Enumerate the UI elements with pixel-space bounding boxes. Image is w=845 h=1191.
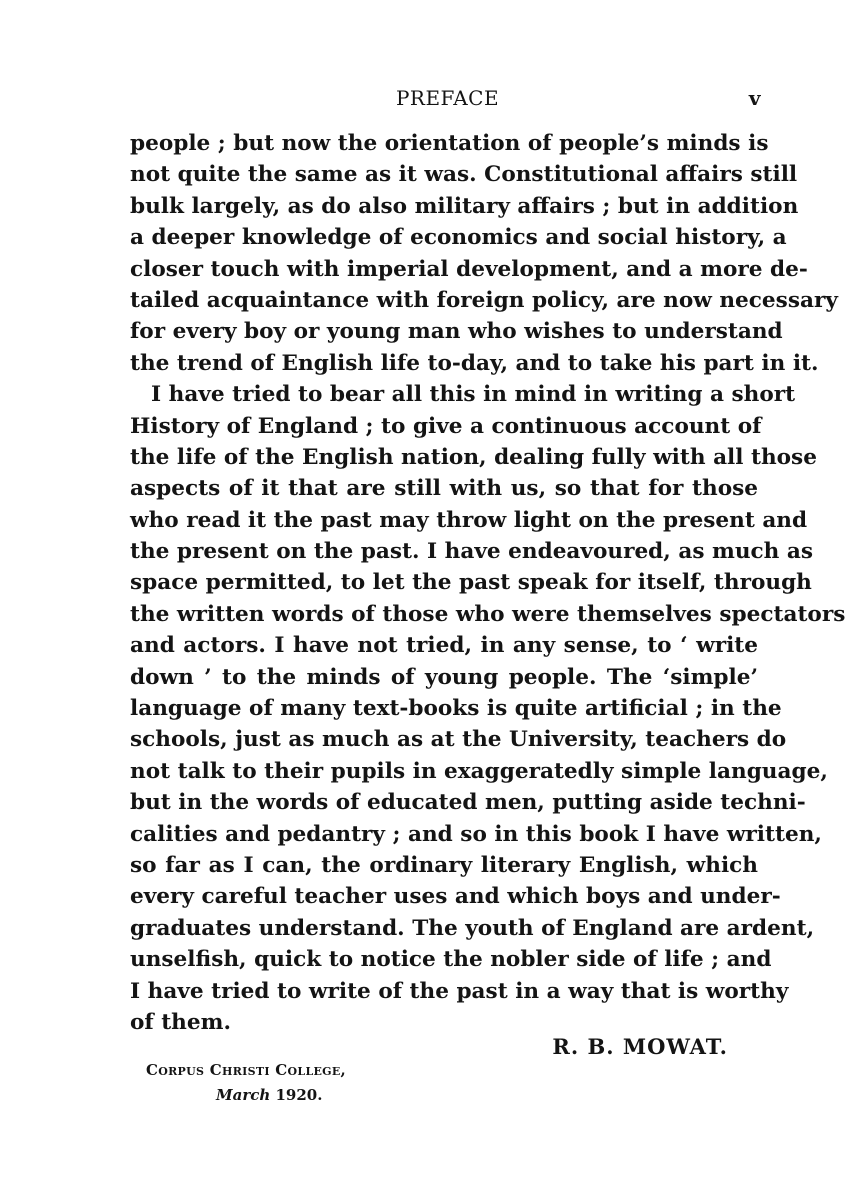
date-month: March: [216, 1086, 271, 1104]
author-signature: R. B. MOWAT.: [552, 1034, 728, 1059]
dateline: [146, 1058, 346, 1108]
text-line: not quite the same as it was. Constitutional affairs still: [130, 162, 798, 188]
text-line: the present on the past. I have endeavoured, as much as: [130, 539, 814, 565]
text-line: schools, just as much as at the University, teachers do: [130, 727, 787, 753]
college-name: Corpus Christi College,: [146, 1061, 347, 1079]
text-line: down ’ to the minds of young people. The ‘simple’: [130, 664, 758, 690]
date: [146, 1083, 346, 1108]
text-line: the trend of English life to-day, and to take his part in it.: [130, 350, 819, 376]
date-year: 1920.: [275, 1086, 323, 1104]
text-line: I have tried to write of the past in a way that is worthy: [130, 978, 789, 1004]
paragraph-start-line: I have tried to bear all this in mind in writing a short: [151, 382, 796, 408]
text-line: the written words of those who were themselves spectators: [130, 601, 845, 627]
text-line: calities and pedantry ; and so in this book I have written,: [130, 821, 822, 847]
text-line: space permitted, to let the past speak for itself, through: [130, 570, 812, 596]
text-line: who read it the past may throw light on the present and: [130, 507, 808, 533]
text-line: closer touch with imperial development, and a more de-: [130, 256, 808, 282]
text-line: not talk to their pupils in exaggeratedly simple language,: [130, 758, 828, 784]
text-line: a deeper knowledge of economics and social history, a: [130, 225, 787, 251]
text-line: aspects of it that are still with us, so that for those: [130, 476, 758, 502]
text-line: the life of the English nation, dealing fully with all those: [130, 444, 817, 470]
text-line: tailed acquaintance with foreign policy, are now necessary: [130, 287, 838, 313]
text-line: and actors. I have not tried, in any sense, to ‘ write: [130, 633, 758, 659]
text-line: every careful teacher uses and which boys and under-: [130, 884, 781, 910]
text-line: of them.: [130, 1009, 231, 1035]
text-line: History of England ; to give a continuous account of: [130, 413, 762, 439]
text-line: so far as I can, the ordinary literary English, which: [130, 852, 758, 878]
text-line: bulk largely, as do also military affairs ; but in addition: [130, 193, 799, 219]
preface-body: [130, 128, 845, 1038]
running-title: PREFACE: [395, 86, 500, 110]
page-header: [130, 82, 765, 116]
text-line: people ; but now the orientation of people’s minds is: [130, 131, 769, 156]
text-line: language of many text-books is quite artificial ; in the: [130, 696, 782, 722]
text-line: but in the words of educated men, putting aside techni-: [130, 790, 806, 816]
text-line: unselfish, quick to notice the nobler side of life ; and: [130, 947, 772, 973]
page-number: v: [748, 86, 761, 110]
text-line: graduates understand. The youth of England are ardent,: [130, 915, 815, 941]
text-line: for every boy or young man who wishes to understand: [130, 319, 783, 345]
